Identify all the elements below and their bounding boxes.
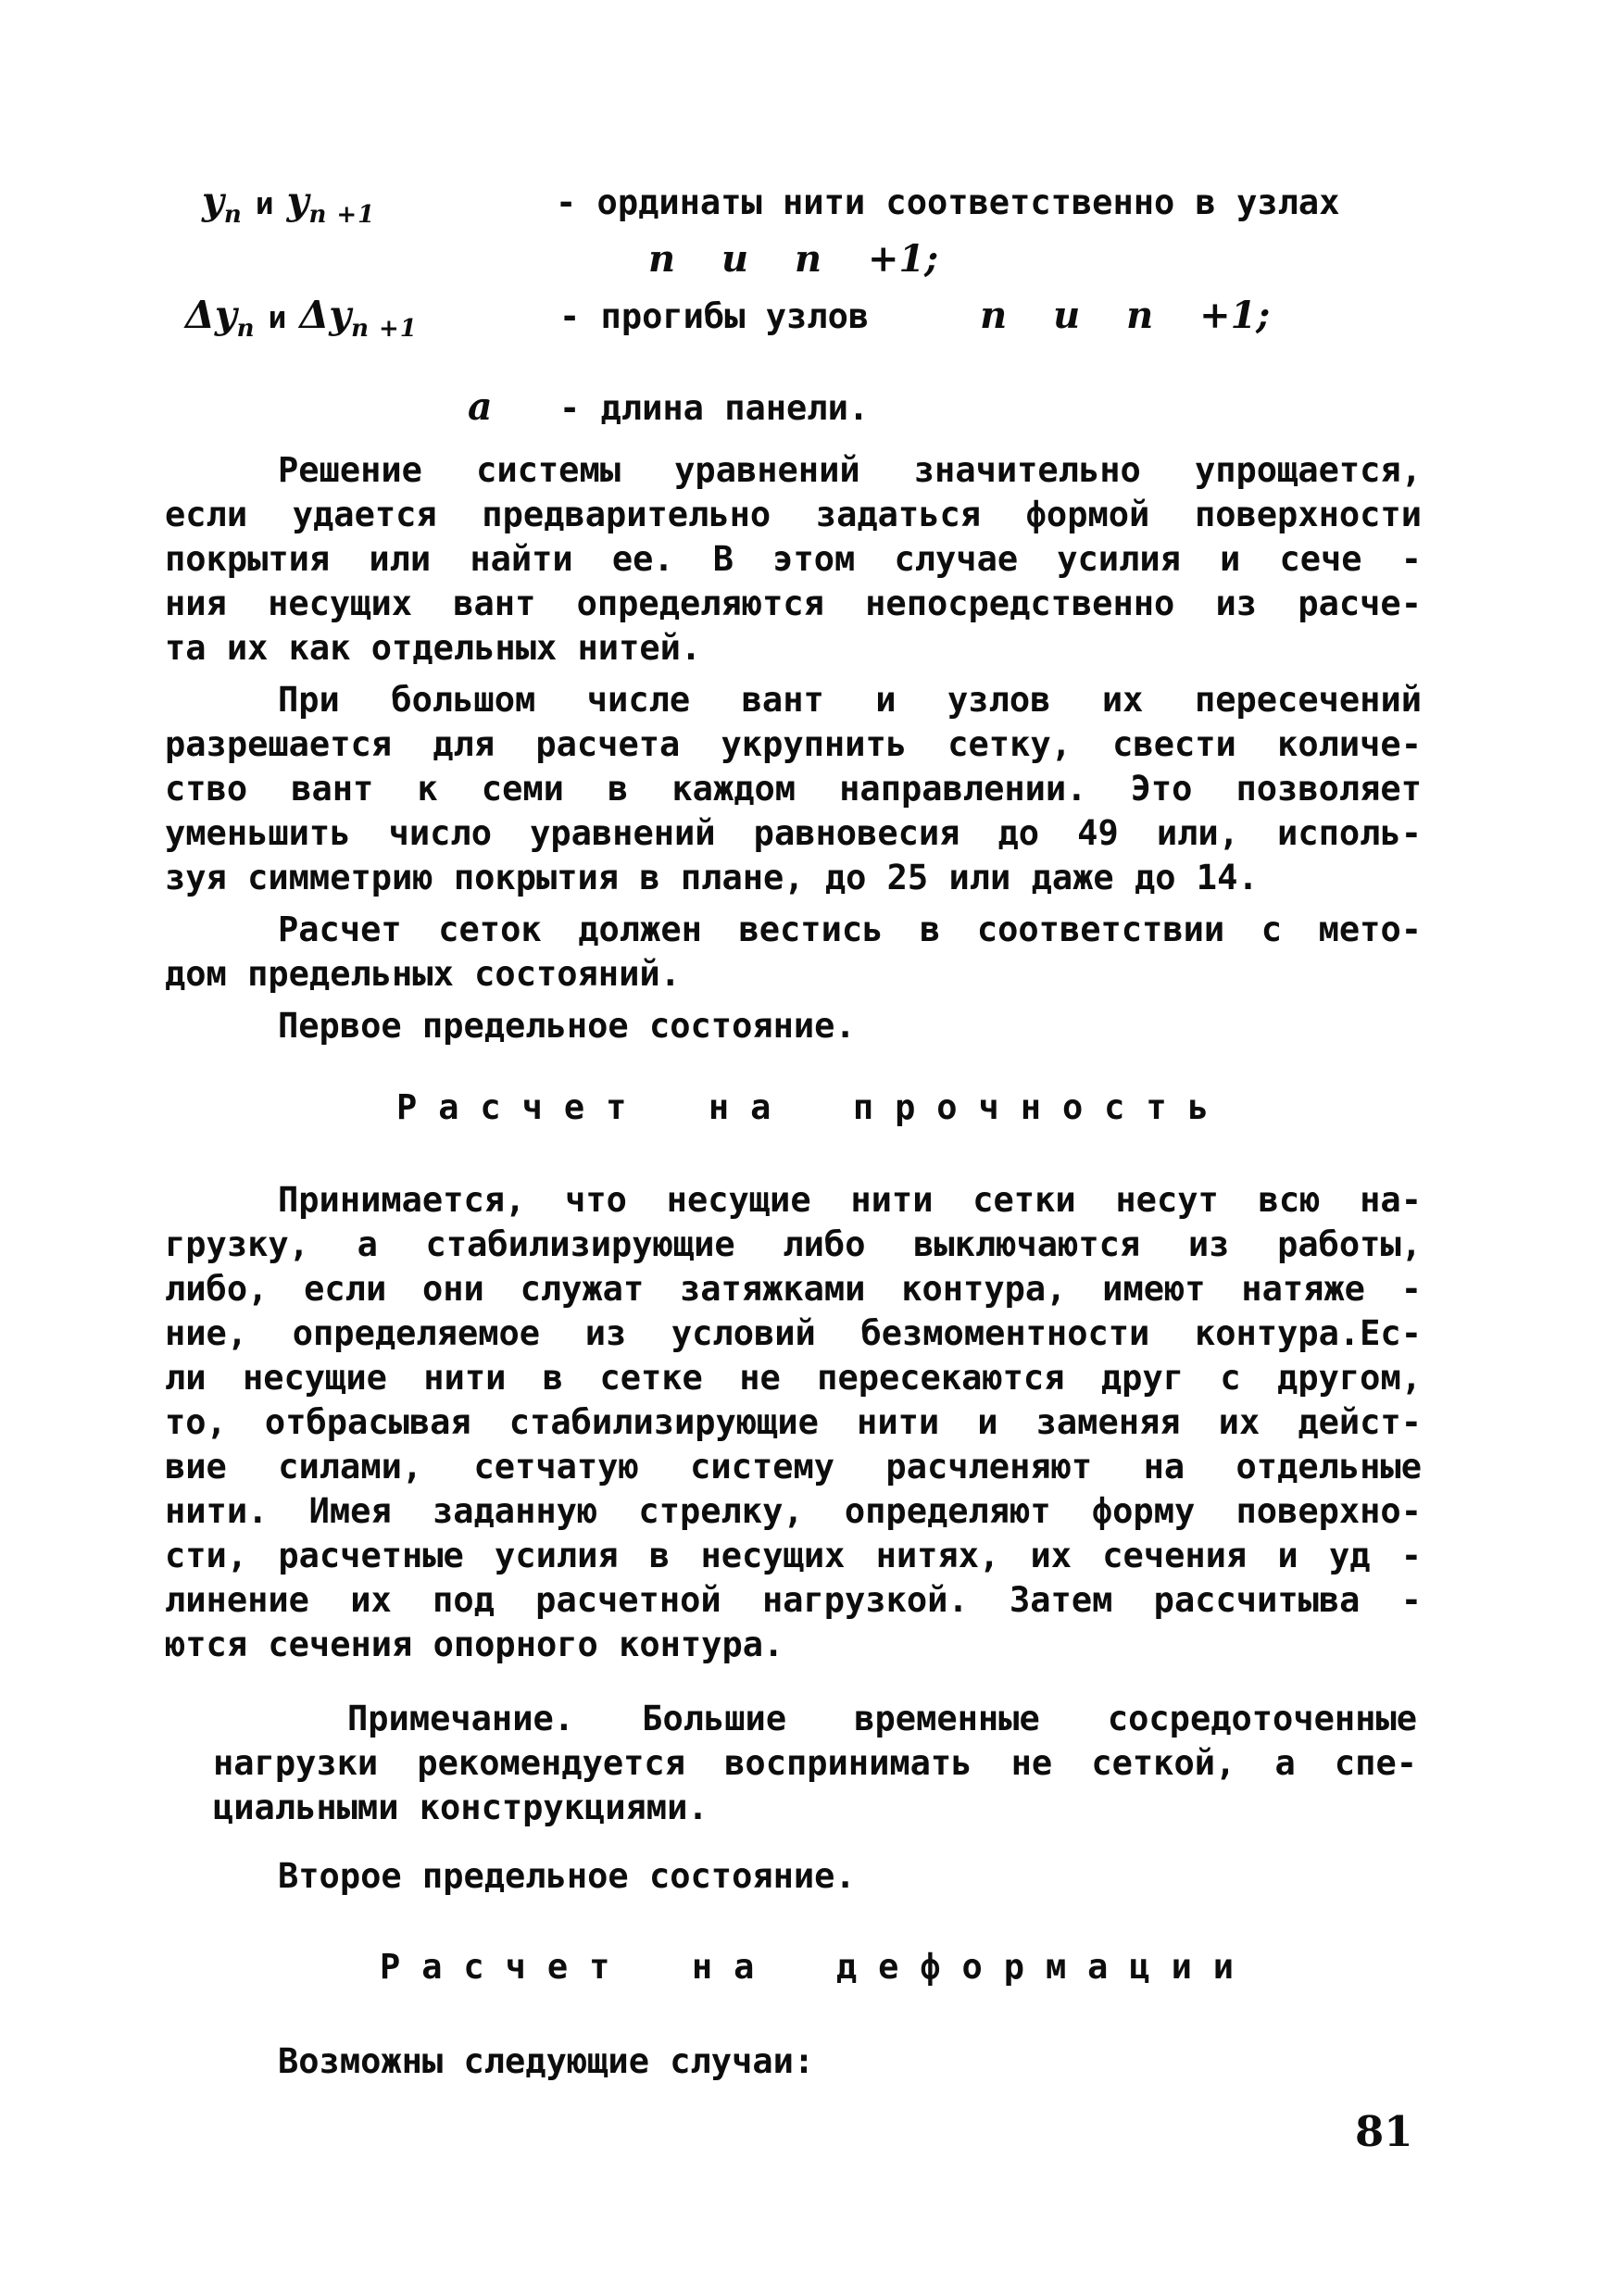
symbol-definitions bbox=[165, 179, 1422, 431]
paragraph-possible-cases: Возможны следующие случаи: bbox=[278, 2041, 815, 2081]
paragraph-limit-state-method: Расчет сеток должен вестись в соответствии с мето- дом предельных состояний. bbox=[165, 910, 1422, 994]
definition-text-panel-length: - длина панели. bbox=[559, 388, 870, 428]
term-formula-delta-y: $\Delta y_n$ и $\Delta y_{n +1}$ bbox=[185, 293, 418, 343]
definition-text-nodes: n и n +1; bbox=[648, 237, 939, 281]
term-formula-a: a bbox=[468, 384, 493, 429]
paragraph-strength-assumptions: Принимается, что несущие нити сетки несут всю на- грузку, а стабилизирующие либо выключаются из работы, либо, если они служат затяжками контура, имеют натяже - ние, определяемое из условий безмоментности контура.Ес- ли несущие нити в сетке не пересекаются друг с другом, то, отбрасывая стабилизирующие нити и заменяя их дейст- вие силами, сетчатую систему расчленяют на отдельные нити. Имея заданную стрелку, определяют форму поверхно- сти, расчетные усилия в несущих нитях, их сечения и уд - линение их под расчетной нагрузкой. Затем рассчитыва - ются сечения опорного контура. bbox=[165, 1180, 1422, 1664]
note-paragraph: Примечание. Большие временные сосредоточенные нагрузки рекомендуется воспринимать не сеткой, а спе- циальными конструкциями. bbox=[213, 1699, 1417, 1827]
paragraph-solution-simplification: Решение системы уравнений значительно упрощается, если удается предварительно задаться формой поверхности покрытия или найти ее. В этом случае усилия и сече - ния несущих вант определяются непосредственно из расче- та их как отдельных нитей. bbox=[165, 450, 1422, 668]
paragraph-second-limit-state: Второе предельное состояние. bbox=[278, 1856, 856, 1896]
definition-row-panel-length bbox=[165, 384, 1422, 431]
paragraph-grid-coarsening: При большом числе вант и узлов их пересечений разрешается для расчета укрупнить сетку, свести количе- ство вант к семи в каждом направлении. Это позволяет уменьшить число уравнений равновесия до 49 или, исполь- зуя симметрию покрытия в плане, до 25 или даже до 14. bbox=[165, 680, 1422, 897]
definition-tail-nodes: n и n +1; bbox=[980, 294, 1271, 337]
definition-row-ordinates bbox=[165, 179, 1422, 237]
section-heading-deformation-calculation: Расчет на деформации bbox=[380, 1947, 1256, 1987]
definition-text-deflections: - прогибы узлов bbox=[559, 296, 870, 336]
text-block bbox=[165, 0, 1422, 2084]
term-formula-y: $y_n$ и $y_{n +1}$ bbox=[202, 179, 376, 229]
definition-text-ordinates: - ординаты нити соответственно в узлах bbox=[556, 182, 1340, 222]
section-heading-strength-calculation: Расчет на прочность bbox=[396, 1087, 1230, 1127]
definition-row-deflections bbox=[165, 293, 1422, 351]
page-number: 81 bbox=[1355, 2107, 1413, 2156]
paragraph-first-limit-state: Первое предельное состояние. bbox=[278, 1006, 856, 1046]
